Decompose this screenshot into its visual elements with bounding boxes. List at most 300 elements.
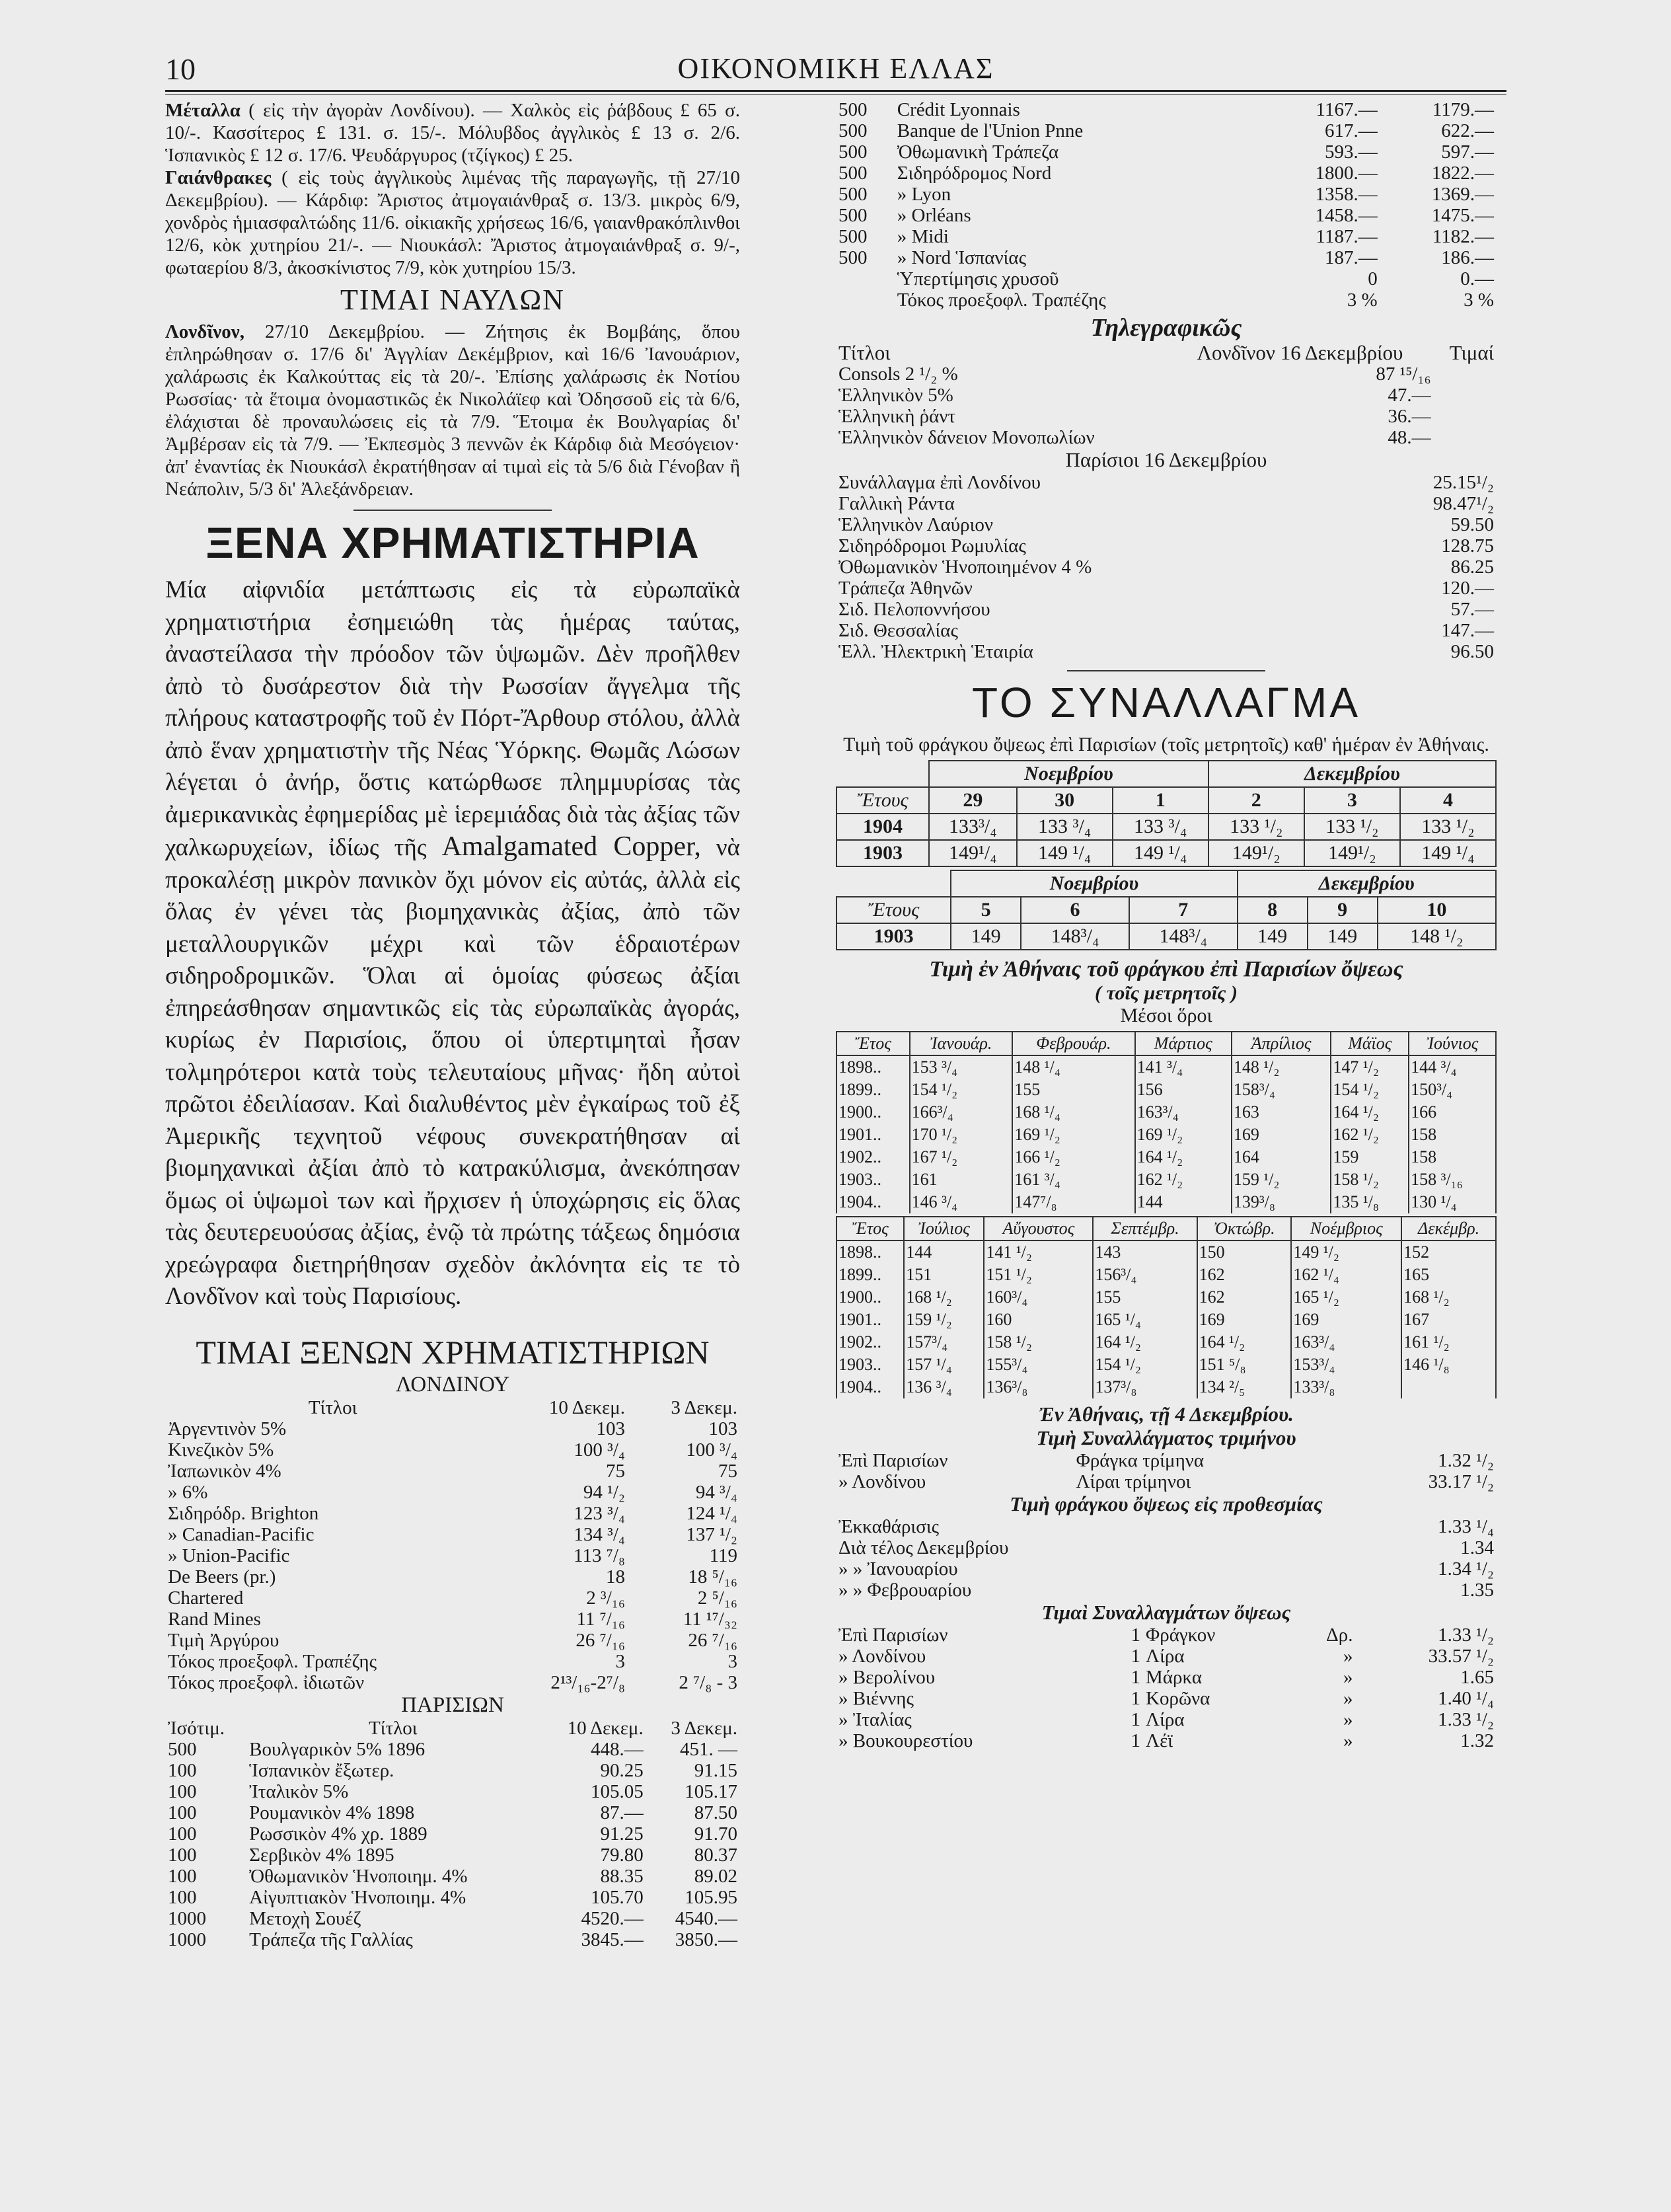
table-cell: 149: [951, 923, 1021, 950]
table-cell: 100 ³/₄: [574, 1439, 625, 1461]
table-cell: 500: [838, 226, 868, 247]
table-cell: Ἀργεντινὸν 5%: [168, 1418, 287, 1439]
table-cell: » Λονδίνου: [838, 1646, 926, 1667]
column-header: Αὔγουστος: [984, 1217, 1093, 1240]
table-cell: 157 ¹/₄: [904, 1354, 984, 1376]
table-cell: 98.47¹/₂: [1432, 493, 1494, 514]
table-cell: 162: [1197, 1264, 1292, 1286]
table-cell: 57.—: [1450, 599, 1494, 620]
table-row: [165, 1418, 740, 1439]
table-cell: » Βιέννης: [838, 1688, 914, 1709]
average-title: Τιμὴ ἐν Ἀθήναις τοῦ φράγκου ἐπὶ Παρισίων ὄψεως: [929, 957, 1403, 981]
table-cell: 11 ⁷/₁₆: [576, 1608, 625, 1630]
table-cell: 168 ¹/₄: [1012, 1101, 1134, 1124]
forward-title: Τιμὴ φράγκου ὄψεως εἰς προθεσμίας: [1010, 1492, 1323, 1515]
table-row: [836, 493, 1497, 514]
table-cell: 169 ¹/₂: [1135, 1124, 1232, 1146]
table-row: [836, 1264, 1496, 1286]
table-cell: 1898..: [836, 1055, 910, 1079]
table-row: [836, 1168, 1496, 1191]
forward-body: [836, 1516, 1497, 1601]
table-cell: » 6%: [168, 1481, 208, 1503]
table-cell: Ὀθωμανικὴ Τράπεζα: [897, 141, 1059, 163]
table-cell: 100: [168, 1823, 197, 1845]
table-cell: 148³/₄: [1129, 923, 1238, 950]
table-cell: » » Ἰανουαρίου: [838, 1558, 958, 1580]
table-cell: 149 ¹/₂: [1291, 1240, 1401, 1264]
column-header: Δεκέμβρ.: [1401, 1217, 1496, 1240]
table-cell: 151 ⁵/₈: [1197, 1354, 1292, 1376]
table-row: [836, 1667, 1497, 1688]
table-cell: 162 ¹/₂: [1331, 1124, 1409, 1146]
table-cell: 100: [168, 1844, 197, 1866]
divider: [353, 510, 552, 511]
table-cell: 100 ³/₄: [686, 1439, 737, 1461]
table-row: [836, 1471, 1497, 1492]
table-row: [836, 923, 1496, 950]
table-cell: 451. —: [680, 1738, 737, 1760]
coal-heading: Γαιάνθρακες: [165, 167, 272, 188]
column-header: Τιμαί: [1449, 341, 1494, 364]
column-header: Τίτλοι: [308, 1396, 357, 1418]
table-cell: [836, 289, 895, 311]
table-cell: 147 ¹/₂: [1331, 1055, 1409, 1079]
table-cell: 89.02: [694, 1865, 737, 1887]
table-cell: 149¹/₂: [1304, 840, 1400, 866]
table-cell: 152: [1401, 1240, 1496, 1264]
table-cell: Σιδηρόδρομος Nord: [897, 163, 1052, 184]
table-cell: 163: [1232, 1101, 1331, 1124]
table-cell: 153 ³/₄: [910, 1055, 1013, 1079]
table-cell: Ἑλληνικὸν Λαύριον: [838, 514, 993, 535]
table-row: [836, 1124, 1496, 1146]
table-cell: 160: [984, 1309, 1093, 1331]
table-cell: 87.—: [600, 1802, 644, 1823]
table-row: [836, 1240, 1496, 1264]
day-header: 8: [1238, 897, 1308, 923]
table-cell: 119: [709, 1545, 737, 1566]
table-cell: 1899..: [836, 1079, 910, 1101]
table-cell: 1901..: [836, 1309, 904, 1331]
table-row: [836, 1331, 1496, 1354]
table-cell: 86.25: [1450, 556, 1494, 578]
table-cell: 1167.—: [1316, 99, 1378, 120]
table-cell: 146 ¹/₈: [1401, 1354, 1496, 1376]
day-header: 1: [1113, 787, 1208, 814]
table-cell: 18: [606, 1566, 625, 1587]
table-cell: 500: [838, 141, 868, 163]
table-cell: 1182.—: [1432, 226, 1494, 247]
column-header: Τίτλοι: [838, 341, 891, 364]
table-cell: 148 ¹/₂: [1378, 923, 1496, 950]
table-cell: 147.—: [1441, 620, 1494, 641]
table-cell: 25.15¹/₂: [1432, 472, 1494, 493]
daily-table-body: [836, 814, 1496, 866]
table-cell: 154 ¹/₂: [1093, 1354, 1197, 1376]
table-cell: 160³/₄: [984, 1286, 1093, 1309]
table-cell: 4540.—: [675, 1907, 737, 1929]
table-cell: Δρ.: [1326, 1624, 1353, 1646]
table-cell: 134 ³/₄: [574, 1523, 625, 1545]
table-row: [836, 1450, 1497, 1471]
table-cell: 1.33 ¹/₄: [1438, 1516, 1494, 1537]
table-cell: 3: [615, 1650, 625, 1672]
table-header-row: [836, 342, 1497, 363]
table-cell: Ρωσσικὸν 4% χρ. 1889: [249, 1823, 427, 1845]
right-column: [836, 99, 1497, 1751]
table-cell: 149 ¹/₄: [1400, 840, 1496, 866]
table-cell: 96.50: [1450, 641, 1494, 662]
table-cell: 87.50: [694, 1802, 737, 1823]
monthly-average-table-2: [836, 1216, 1497, 1398]
table-cell: Συνάλλαγμα ἐπὶ Λονδίνου: [838, 472, 1041, 493]
table-cell: 139³/₈: [1232, 1191, 1331, 1213]
coal-text: ( εἰς τοὺς ἀγγλικοὺς λιμένας τῆς παραγωγῆς, τῇ 27/10 Δεκεμβρίου). — Κάρδιφ: Ἄριστος ἀτμογαιάνθραξ σ. 13/3. μικρὸς 6/9, χονδρὸς ἡμιασφαλτώδης 11/6. οἰκιακῆς χρήσεως 16/6, γαιανθρακόπλινθοι 12/6, κὸκ χυτηρίου 21/-. — Νιουκάσλ: Ἄριστος ἀτμογαιάνθραξ σ. 9/-, φωταερίου 8/3, ἀκοσκίνιστος 7/9, κὸκ χυτηρίου 15/3.: [165, 167, 741, 278]
table-cell: 133 ³/₄: [1113, 814, 1208, 840]
table-cell: 79.80: [600, 1844, 644, 1866]
table-cell: 1187.—: [1316, 226, 1378, 247]
table-cell: Ἐπὶ Παρισίων: [838, 1624, 948, 1646]
table-cell: 500: [838, 163, 868, 184]
column-header: Τίτλοι: [369, 1717, 418, 1739]
table-cell: 162 ¹/₄: [1291, 1264, 1401, 1286]
header-rule: [165, 90, 1506, 92]
table-cell: 1.65: [1460, 1667, 1494, 1688]
table-cell: 186.—: [1441, 247, 1494, 268]
table-cell: 165 ¹/₄: [1093, 1309, 1197, 1331]
table-cell: Ἐκκαθάρισις: [838, 1516, 940, 1537]
table-cell: 136³/₈: [984, 1376, 1093, 1398]
table-row: [836, 472, 1497, 493]
table-cell: Ρουμανικὸν 4% 1898: [249, 1802, 415, 1823]
table-cell: 130 ¹/₄: [1409, 1191, 1496, 1213]
table-cell: 133 ³/₄: [1017, 814, 1113, 840]
table-cell: 149: [1308, 923, 1378, 950]
table-cell: 1904..: [836, 1191, 910, 1213]
table-cell: Λίρα: [1146, 1709, 1185, 1730]
table-cell: 164 ¹/₂: [1135, 1146, 1232, 1168]
table-cell: 169: [1291, 1309, 1401, 1331]
table-cell: 1800.—: [1315, 163, 1378, 184]
column-header: Ἰσότιμ.: [168, 1717, 225, 1739]
table-row: [836, 226, 1497, 247]
table-cell: » Nord Ἱσπανίας: [897, 247, 1027, 268]
table-cell: Κορῶνα: [1146, 1688, 1210, 1709]
table-cell: 91.70: [694, 1823, 737, 1845]
paris-prices-continued-table: [836, 99, 1497, 311]
telegraphic-london-table: [836, 342, 1497, 448]
day-header: 4: [1400, 787, 1496, 814]
table-cell: »: [1343, 1709, 1353, 1730]
table-cell: 593.—: [1324, 141, 1378, 163]
table-cell: Chartered: [168, 1587, 244, 1609]
table-row: [836, 1376, 1496, 1398]
table-row: [836, 1730, 1497, 1751]
table-cell: 144: [904, 1240, 984, 1264]
table-cell: 94 ¹/₂: [583, 1481, 625, 1503]
table-cell: De Beers (pr.): [168, 1566, 276, 1587]
table-cell: 4520.—: [581, 1907, 644, 1929]
freights-text: 27/10 Δεκεμβρίου. — Ζήτησις ἐκ Βομβάης, ὅπου ἐπληρώθησαν σ. 17/6 δι' Ἀγγλίαν Δεκέμβριον, καὶ 16/6 Ἰανουάριον, χαλάρωσις ἐκ Καλκούττας εἰς τὰ 20/-. Ἐπίσης χαλάρωσις ἐκ Νοτίου Ρωσσίας· τὰ ἕτοιμα ὀνομαστικῶς ἐκ Νικολάϊεφ καὶ Ὀδησσοῦ εἰς τὰ 6/6, ἐλάχισται δὲ προναυλώσεις εἰς τὰ 7/9. Ἕτοιμα ἐκ Βουλγαρίας δι' Ἀμβέρσαν εἰς τὰ 7/9. — Ἐκπεσμὸς 3 πεννῶν ἐκ Κάρδιφ διὰ Μεσόγειον· ἀπ' ἐναντίας ἐκ Νιουκάσλ ἐκρατήθησαν αἱ τιμαὶ εἰς τὰ 5/6 διὰ Γένοβαν ἢ Νεάπολιν, 5/3 δι' Ἀλεξάνδρειαν.: [165, 321, 740, 500]
day-header: 3: [1304, 787, 1400, 814]
table-cell: Ὀθωμανικὸν Ἡνοποιημένον 4 %: [838, 556, 1092, 578]
left-column: [165, 99, 740, 1950]
table-cell: 3 %: [1464, 289, 1494, 311]
table-row: [836, 1309, 1496, 1331]
month-label: Νοεμβρίου: [951, 870, 1237, 897]
table-row: [836, 99, 1497, 120]
table-cell: 1822.—: [1431, 163, 1494, 184]
table-row: [836, 1709, 1497, 1730]
table-cell: 1904..: [836, 1376, 904, 1398]
table-cell: Ἐπὶ Παρισίων: [838, 1450, 948, 1471]
table-row: [836, 1558, 1497, 1580]
table-cell: 1000: [168, 1928, 206, 1950]
table-cell: 18 ⁵/₁₆: [688, 1566, 737, 1587]
table-cell: 161 ¹/₂: [1401, 1331, 1496, 1354]
monthly-average-table-1: [836, 1031, 1497, 1213]
table-row: [165, 1781, 740, 1802]
table-cell: 1: [1131, 1709, 1141, 1730]
table-cell: 622.—: [1441, 120, 1494, 141]
table-cell: Ἑλληνικὴ ῥάντ: [838, 406, 956, 427]
table-cell: 26 ⁷/₁₆: [688, 1629, 737, 1651]
table-cell: Rand Mines: [168, 1608, 261, 1630]
table-cell: 158 ¹/₂: [984, 1331, 1093, 1354]
table-row: [165, 1461, 740, 1482]
table-row: [836, 1646, 1497, 1667]
day-header: 5: [951, 897, 1021, 923]
table-row: [836, 1079, 1496, 1101]
table-cell: Ὀθωμανικὸν Ἡνοποιημ. 4%: [249, 1865, 468, 1887]
year-cell: 1903: [836, 923, 951, 950]
table-cell: Τράπεζα Ἀθηνῶν: [838, 578, 973, 599]
table-cell: 3: [727, 1650, 737, 1672]
table-cell: » Canadian-Pacific: [168, 1523, 315, 1545]
table-cell: 148 ¹/₂: [1232, 1055, 1331, 1079]
column-header: Ἰούλιος: [904, 1217, 984, 1240]
table-cell: 36.—: [1388, 406, 1431, 427]
table-row: [836, 641, 1497, 662]
table-row: [836, 163, 1497, 184]
table-cell: Φράγκα τρίμηνα: [1076, 1450, 1205, 1471]
table-row: [836, 1354, 1496, 1376]
table-cell: 1.34: [1460, 1537, 1494, 1558]
table-cell: 26 ⁷/₁₆: [576, 1629, 625, 1651]
table-row: [165, 1524, 740, 1545]
table-row: [836, 814, 1496, 840]
table-cell: 155: [1012, 1079, 1134, 1101]
table-cell: 1902..: [836, 1146, 910, 1168]
month-header-row: [836, 761, 1496, 787]
table-row: [836, 1055, 1496, 1079]
table-cell: 1.33 ¹/₂: [1438, 1624, 1494, 1646]
table-row: [836, 620, 1497, 641]
table-cell: 144 ³/₄: [1409, 1055, 1496, 1079]
day-header: 10: [1378, 897, 1496, 923]
day-header: 30: [1017, 787, 1113, 814]
average-subtitle-2: Μέσοι ὅροι: [1120, 1005, 1212, 1026]
article-text-a: Μία αἰφνιδία μετάπτωσις εἰς τὰ εὐρωπαϊκὰ χρηματιστήρια ἐσημειώθη τὰς ἡμέρας ταύτας, ἀναστείλασα τὴν πρόοδον τῶν ὑψωμῶν. Δὲν προῆλθεν ἀπὸ τὸ δυσάρεστον διὰ τὴν Ρωσσίαν ἄγγελμα τῆς πλήρους καταστροφῆς τοῦ ἐν Πόρτ-Ἄρθουρ στόλου, ἀλλὰ ἀπὸ ἕναν χρηματιστὴν τῆς Νέας Ὑόρκης. Θωμᾶς Λώσων λέγεται ὁ ἀνήρ, ὅστις κατώρθωσε πλημμυρίσας τὰς ἀμερικανικὰς ἐφημερίδας μὲ ἱερεμιάδας διὰ τὰς ἀξίας τῶν χαλκωρυχείων, ἰδίως τῆς: [165, 576, 740, 861]
table-cell: Κινεζικὸν 5%: [168, 1439, 274, 1461]
table-cell: 133³/₈: [1291, 1376, 1401, 1398]
table-cell: » Midi: [897, 226, 949, 247]
table-cell: 137³/₈: [1093, 1376, 1197, 1398]
table-cell: 158³/₄: [1232, 1079, 1331, 1101]
table-row: [836, 406, 1497, 427]
year-cell: 1904: [836, 814, 929, 840]
column-header: Ἀπρίλιος: [1232, 1032, 1331, 1055]
table-cell: 141 ³/₄: [1135, 1055, 1232, 1079]
table-cell: Σιδ. Θεσσαλίας: [838, 620, 958, 641]
table-cell: 159 ¹/₂: [904, 1309, 984, 1331]
table-cell: Γαλλικὴ Ράντα: [838, 493, 955, 514]
table-cell: 100: [168, 1759, 197, 1781]
column-header: Λονδῖνον 16 Δεκεμβρίου: [1197, 341, 1403, 364]
table-cell: 48.—: [1388, 427, 1431, 448]
table-cell: 91.25: [600, 1823, 644, 1845]
table-cell: Ἰταλικὸν 5%: [249, 1780, 349, 1802]
table-cell: 1903..: [836, 1354, 904, 1376]
column-header: 3 Δεκεμ.: [671, 1396, 737, 1418]
table-cell: 149: [1238, 923, 1308, 950]
london-prices-table: [165, 1397, 740, 1693]
table-cell: 100: [168, 1886, 197, 1908]
table-cell: 11 ¹⁷/₃₂: [683, 1608, 737, 1630]
paris-prices-continued-body: [836, 99, 1497, 311]
table-cell: 1: [1131, 1667, 1141, 1688]
table-cell: Λίρα: [1146, 1646, 1185, 1667]
telegraphic-title: Τηλεγραφικῶς: [1090, 314, 1242, 342]
table-cell: 156: [1135, 1079, 1232, 1101]
table-cell: 94 ³/₄: [695, 1481, 737, 1503]
metals-text: ( εἰς τὴν ἀγορὰν Λονδίνου). — Χαλκὸς εἰς ῥάβδους £ 65 σ. 10/-. Κασσίτερος £ 131. σ. 15/-. Μόλυβδος ἀγγλικὸς £ 13 σ. 2/6. Ἱσπανικὸς £ 12 σ. 17/6. Ψευδάργυρος (τζίγκος) £ 25.: [165, 100, 741, 166]
table-cell: 158 ³/₁₆: [1409, 1168, 1496, 1191]
table-row: [836, 1516, 1497, 1537]
table-cell: 1903..: [836, 1168, 910, 1191]
table-cell: 166 ¹/₂: [1012, 1146, 1134, 1168]
table-cell: 33.57 ¹/₂: [1428, 1646, 1494, 1667]
column-header: Ἰανουάρ.: [910, 1032, 1013, 1055]
table-cell: 1.32: [1460, 1730, 1494, 1751]
quarterly-exchange-table: [836, 1450, 1497, 1492]
table-cell: 1900..: [836, 1286, 904, 1309]
column-header: 10 Δεκεμ.: [548, 1396, 625, 1418]
table-cell: 158: [1409, 1124, 1496, 1146]
table-cell: 75: [606, 1460, 625, 1482]
table-cell: 149 ¹/₄: [1017, 840, 1113, 866]
table-cell: 149 ¹/₄: [1113, 840, 1208, 866]
telegraphic-paris-table: [836, 472, 1497, 662]
table-cell: » Λονδίνου: [838, 1471, 926, 1492]
paris-title: ΠΑΡΙΣΙΩΝ: [401, 1693, 504, 1717]
table-cell: Αἰγυπτιακὸν Ἡνοποιημ. 4%: [249, 1886, 466, 1908]
table-cell: 105.17: [685, 1780, 737, 1802]
coal-paragraph: [165, 167, 740, 279]
table-cell: 100: [168, 1865, 197, 1887]
table-row: [836, 1537, 1497, 1558]
table-cell: [836, 268, 895, 289]
table-row: [165, 1929, 740, 1950]
table-row: [836, 1580, 1497, 1601]
table-cell: » Βερολίνου: [838, 1667, 936, 1688]
table-cell: 2 ³/₁₆: [586, 1587, 625, 1609]
table-cell: »: [1343, 1646, 1353, 1667]
table-cell: 146 ³/₄: [910, 1191, 1013, 1213]
table-cell: 166³/₄: [910, 1101, 1013, 1124]
table-cell: 141 ¹/₂: [984, 1240, 1093, 1264]
table-cell: 136 ³/₄: [904, 1376, 984, 1398]
table-cell: 167 ¹/₂: [910, 1146, 1013, 1168]
table-cell: 100: [168, 1802, 197, 1823]
table-cell: 151 ¹/₂: [984, 1264, 1093, 1286]
table-cell: 155: [1093, 1286, 1197, 1309]
table-cell: 143: [1093, 1240, 1197, 1264]
table-cell: Μετοχὴ Σουέζ: [249, 1907, 361, 1929]
table-cell: 1899..: [836, 1264, 904, 1286]
table-cell: 1.35: [1460, 1580, 1494, 1601]
london-prices-body: [165, 1418, 740, 1693]
sight-rates-table: [836, 1624, 1497, 1751]
table-cell: » Orléans: [897, 205, 971, 226]
table-header-row: [165, 1718, 740, 1739]
day-header: 29: [929, 787, 1016, 814]
table-cell: 100: [168, 1780, 197, 1802]
table-cell: 1901..: [836, 1124, 910, 1146]
table-cell: » Βουκουρεστίου: [838, 1730, 973, 1751]
table-cell: 113 ⁷/₈: [574, 1545, 625, 1566]
table-row: [836, 120, 1497, 141]
table-header-row: [836, 1217, 1496, 1240]
table-row: [165, 1587, 740, 1609]
table-cell: 2 ⁷/₈ - 3: [679, 1671, 737, 1693]
table-cell: 1902..: [836, 1331, 904, 1354]
table-cell: 163³/₄: [1135, 1101, 1232, 1124]
london-title: ΛΟΝΔΙΝΟΥ: [395, 1372, 510, 1396]
table-row: [836, 363, 1497, 385]
metals-paragraph: [165, 99, 740, 167]
table-cell: 154 ¹/₂: [1331, 1079, 1409, 1101]
table-cell: Ἑλληνικὸν δάνειον Μονοπωλίων: [838, 427, 1095, 448]
table-row: [165, 1823, 740, 1845]
table-cell: 153³/₄: [1291, 1354, 1401, 1376]
table-row: [836, 427, 1497, 448]
column-header: Σεπτέμβρ.: [1093, 1217, 1197, 1240]
table-row: [836, 385, 1497, 406]
monthly-average-body: [836, 1055, 1496, 1213]
table-cell: 167: [1401, 1309, 1496, 1331]
table-cell: 3 %: [1347, 289, 1378, 311]
table-cell: 149¹/₂: [1208, 840, 1304, 866]
table-row: [836, 1146, 1496, 1168]
table-cell: 1: [1131, 1624, 1141, 1646]
quarterly-exchange-body: [836, 1450, 1497, 1492]
table-cell: Τόκος προεξοφλ. Τραπέζης: [897, 289, 1106, 311]
freights-paragraph: [165, 321, 740, 500]
table-cell: »: [1343, 1730, 1353, 1751]
table-cell: 149¹/₄: [929, 840, 1016, 866]
table-cell: 88.35: [600, 1865, 644, 1887]
table-cell: 617.—: [1324, 120, 1378, 141]
month-label: Δεκεμβρίου: [1208, 761, 1496, 787]
table-cell: Τράπεζα τῆς Γαλλίας: [249, 1928, 413, 1950]
table-cell: 124 ¹/₄: [686, 1502, 737, 1524]
paris-prices-table: [165, 1718, 740, 1950]
table-cell: 150: [1197, 1240, 1292, 1264]
table-row: [836, 205, 1497, 226]
table-cell: 1458.—: [1315, 205, 1378, 226]
table-cell: [1401, 1376, 1496, 1398]
